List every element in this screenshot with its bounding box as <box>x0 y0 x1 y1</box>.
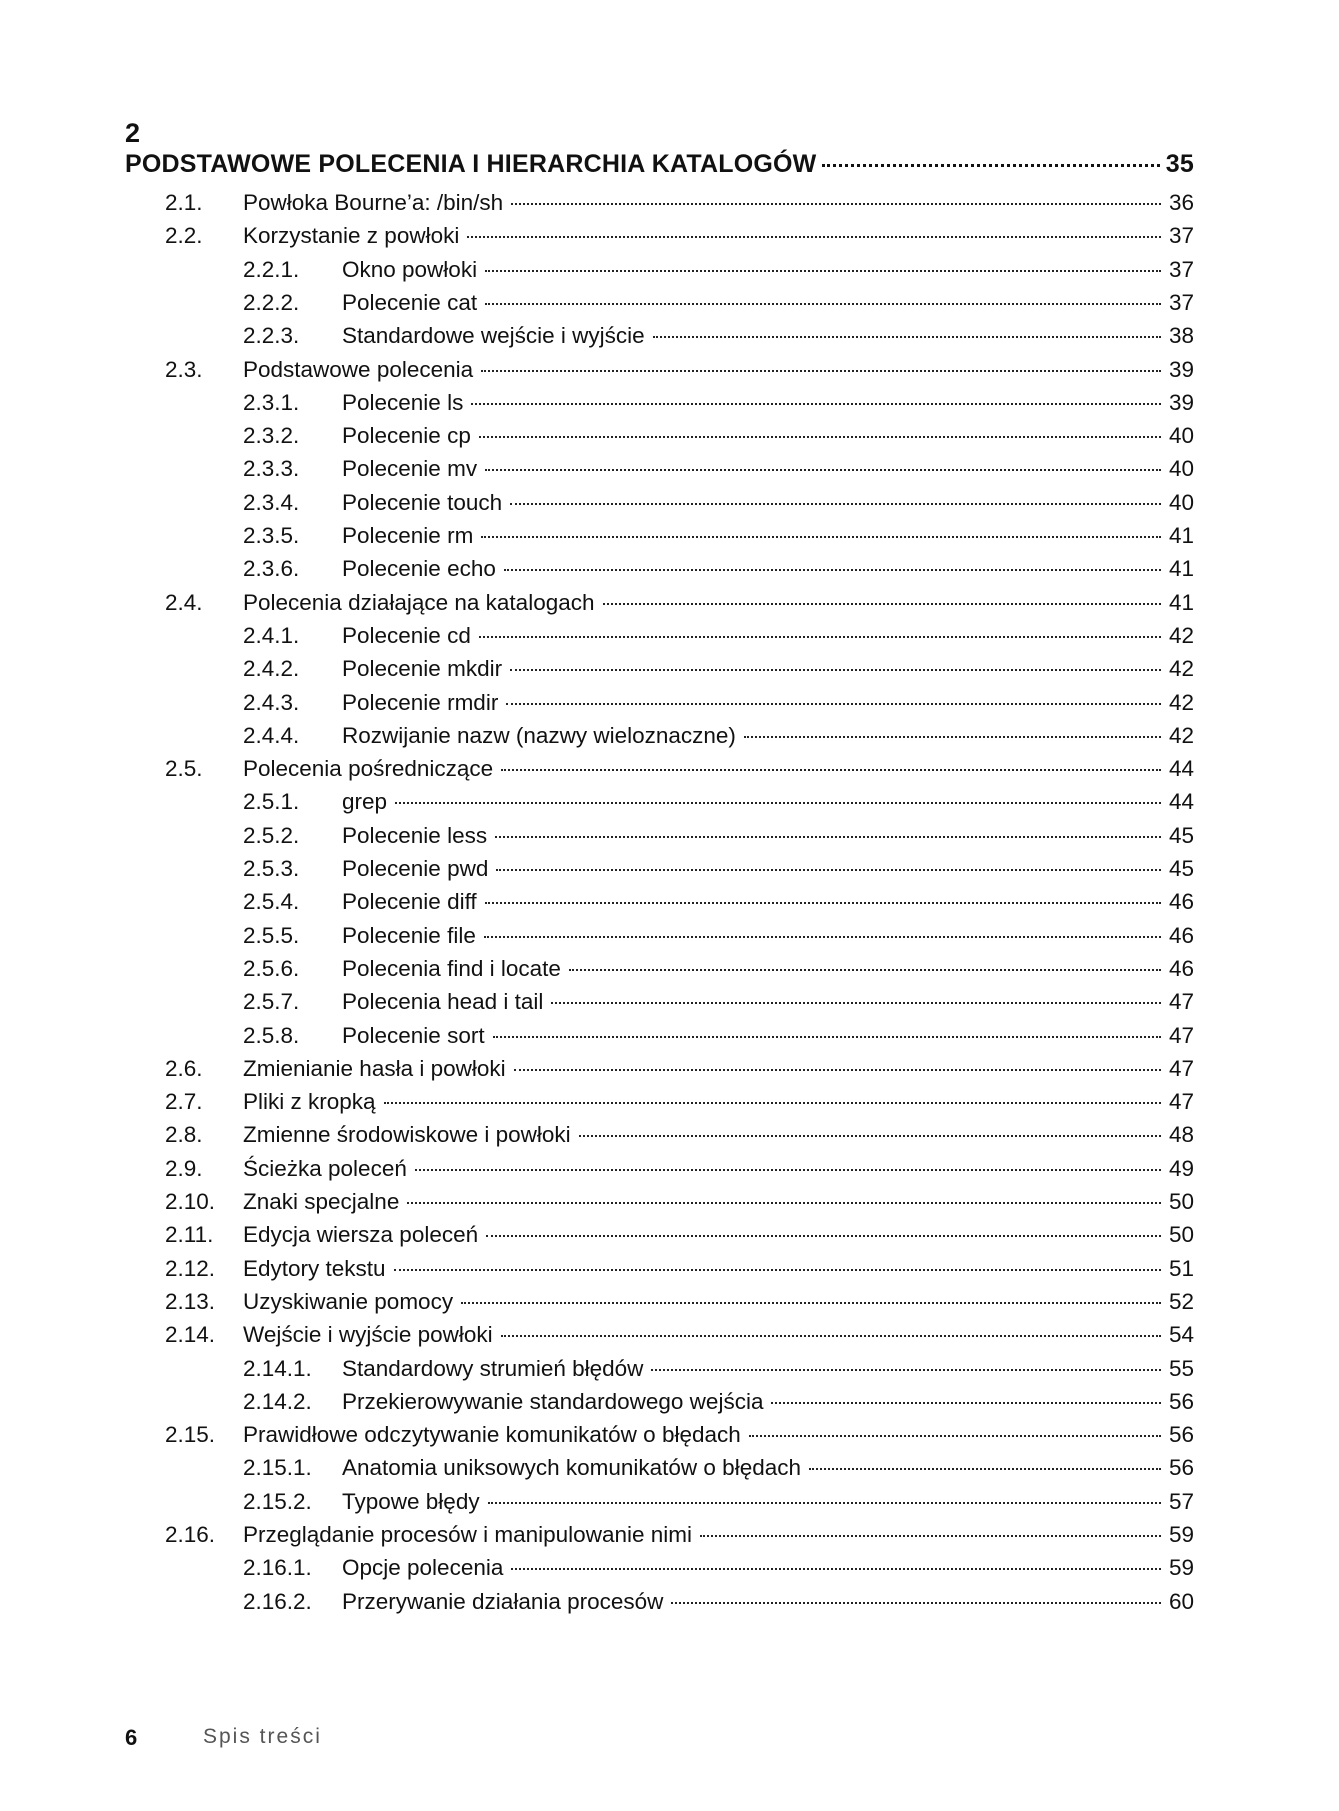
toc-entry <box>342 623 1194 649</box>
dot-leader <box>471 403 1161 405</box>
toc-entry-title: Polecenie echo <box>342 556 496 582</box>
dot-leader <box>749 1435 1161 1437</box>
toc-entry-title: Polecenie file <box>342 922 476 948</box>
toc-entry <box>342 323 1194 349</box>
chapter-heading <box>125 150 1194 186</box>
toc-entry-page: 38 <box>1168 323 1194 349</box>
toc-entry-title: Polecenie mkdir <box>342 656 503 682</box>
toc-entry-title: Polecenie cp <box>342 423 471 449</box>
dot-leader <box>501 769 1161 771</box>
toc-entry-page: 60 <box>1168 1588 1194 1614</box>
toc-row <box>0 989 1339 1022</box>
toc-entry <box>342 789 1194 815</box>
toc-row <box>0 1222 1339 1255</box>
dot-leader <box>496 869 1161 871</box>
dot-leader <box>651 1369 1161 1371</box>
dot-leader <box>485 270 1161 272</box>
toc-entry-number: 2.8. <box>165 1122 203 1148</box>
toc-entry-page: 55 <box>1168 1355 1194 1381</box>
toc-entry <box>342 1589 1194 1615</box>
toc-entry <box>342 257 1194 283</box>
toc-entry-title: Okno powłoki <box>342 256 478 282</box>
toc-entry-number: 2.14.2. <box>243 1388 312 1414</box>
dot-leader <box>744 736 1161 738</box>
toc-row <box>0 590 1339 623</box>
toc-entry-page: 41 <box>1168 523 1194 548</box>
dot-leader <box>511 1568 1161 1570</box>
dot-leader <box>809 1468 1161 1470</box>
toc-entry-number: 2.5.7. <box>243 989 300 1015</box>
toc-entry <box>243 1156 1194 1182</box>
toc-row <box>0 323 1339 356</box>
toc-row <box>0 1056 1339 1089</box>
toc-entry <box>342 456 1194 482</box>
dot-leader <box>486 1235 1161 1237</box>
toc-entry <box>342 989 1194 1015</box>
toc-entry-number: 2.5.3. <box>243 856 300 881</box>
toc-entry-title: grep <box>342 789 388 815</box>
toc-entry-title: Wejście i wyjście powłoki <box>243 1322 493 1348</box>
toc-entry-title: Polecenie rmdir <box>342 689 499 715</box>
toc-row <box>0 423 1339 456</box>
toc-entry-title: Przekierowywanie standardowego wejścia <box>342 1388 764 1414</box>
toc-entry <box>243 357 1194 383</box>
toc-entry-number: 2.5.1. <box>243 789 300 815</box>
toc-entry-number: 2.16.2. <box>243 1588 312 1614</box>
dot-leader <box>504 569 1161 571</box>
toc-entry-page: 42 <box>1168 656 1194 682</box>
toc-entry-page: 39 <box>1168 389 1194 415</box>
toc-entry-number: 2.9. <box>165 1155 203 1181</box>
toc-entry-page: 56 <box>1168 1388 1194 1414</box>
toc-row <box>0 923 1339 956</box>
toc-entry-number: 2.4.3. <box>243 689 300 715</box>
toc-row <box>0 1522 1339 1555</box>
toc-entry-page: 54 <box>1168 1322 1194 1348</box>
toc-row <box>0 1589 1339 1622</box>
toc-entry-number: 2.2.3. <box>243 323 300 349</box>
dot-leader <box>700 1535 1161 1537</box>
toc-entry-page: 52 <box>1168 1288 1194 1314</box>
toc-entry-page: 59 <box>1168 1555 1194 1581</box>
toc-entry <box>243 1522 1194 1548</box>
dot-leader <box>461 1302 1161 1304</box>
toc-row <box>0 1322 1339 1355</box>
toc-entry-number: 2.5.6. <box>243 955 300 981</box>
toc-entry <box>243 1189 1194 1215</box>
toc-entry-number: 2.10. <box>165 1189 216 1214</box>
toc-row <box>0 223 1339 256</box>
toc-entry-number: 2.5.4. <box>243 889 300 915</box>
toc-entry-page: 46 <box>1168 922 1194 948</box>
toc-entry-title: Polecenie touch <box>342 489 503 515</box>
toc-entry-number: 2.4. <box>165 589 203 615</box>
dot-leader <box>822 164 1159 167</box>
toc-row <box>0 390 1339 423</box>
toc-row <box>0 1089 1339 1122</box>
toc-row <box>0 1256 1339 1289</box>
dot-leader <box>495 836 1161 838</box>
toc-entry <box>342 523 1194 549</box>
toc-entry-page: 50 <box>1168 1222 1194 1248</box>
toc-row <box>0 656 1339 689</box>
toc-row <box>0 190 1339 223</box>
toc-entry-page: 47 <box>1168 1089 1194 1115</box>
dot-leader <box>467 236 1161 238</box>
toc-entry-title: Pliki z kropką <box>243 1089 376 1115</box>
toc-entry-number: 2.16. <box>165 1522 216 1547</box>
toc-entry-title: Standardowy strumień błędów <box>342 1355 644 1381</box>
toc-entry-number: 2.1. <box>165 190 203 215</box>
toc-entry-page: 42 <box>1168 622 1194 648</box>
dot-leader <box>653 336 1161 338</box>
toc-entry-title: Polecenie cd <box>342 622 471 648</box>
toc-entry <box>342 889 1194 915</box>
dot-leader <box>485 902 1161 904</box>
toc-row <box>0 756 1339 789</box>
dot-leader <box>510 503 1161 505</box>
dot-leader <box>514 1069 1161 1071</box>
toc-entry-number: 2.13. <box>165 1288 216 1314</box>
dot-leader <box>407 1202 1161 1204</box>
toc-entry-title: Polecenia find i locate <box>342 955 561 981</box>
toc-row <box>0 1389 1339 1422</box>
toc-row <box>0 1455 1339 1488</box>
toc-entry-number: 2.3.5. <box>243 523 300 548</box>
toc-entry <box>342 1455 1194 1481</box>
toc-entry-title: Polecenia head i tail <box>342 989 544 1015</box>
toc-entry-page: 40 <box>1168 489 1194 515</box>
toc-row <box>0 1189 1339 1222</box>
toc-row <box>0 690 1339 723</box>
toc-entry-number: 2.14.1. <box>243 1355 312 1381</box>
toc-entry <box>342 656 1194 682</box>
toc-entry <box>243 1089 1194 1115</box>
toc-row <box>0 1555 1339 1588</box>
dot-leader <box>485 303 1161 305</box>
toc-entry-page: 56 <box>1168 1455 1194 1481</box>
toc-entry-number: 2.3.2. <box>243 423 300 449</box>
toc-row <box>0 889 1339 922</box>
toc-row <box>0 1023 1339 1056</box>
toc-row <box>0 456 1339 489</box>
toc-row <box>0 556 1339 589</box>
toc-entry <box>342 923 1194 949</box>
toc-entry-number: 2.12. <box>165 1255 216 1281</box>
toc-entry-number: 2.2.1. <box>243 256 300 282</box>
toc-entry-title: Uzyskiwanie pomocy <box>243 1288 454 1314</box>
toc-entry-title: Typowe błędy <box>342 1488 480 1514</box>
toc-entry-title: Zmienianie hasła i powłoki <box>243 1055 506 1081</box>
toc-entry <box>243 223 1194 249</box>
toc-entry <box>243 756 1194 782</box>
toc-entry-number: 2.4.1. <box>243 622 300 648</box>
toc-row <box>0 956 1339 989</box>
toc-row <box>0 1156 1339 1189</box>
dot-leader <box>771 1402 1161 1404</box>
toc-entry-page: 47 <box>1168 1022 1194 1048</box>
toc-row <box>0 1422 1339 1455</box>
toc-entry-page: 39 <box>1168 356 1194 382</box>
toc-entry-page: 40 <box>1168 423 1194 449</box>
toc-row <box>0 1489 1339 1522</box>
toc-entry-page: 45 <box>1168 856 1194 881</box>
dot-leader <box>569 969 1161 971</box>
toc-entry-title: Prawidłowe odczytywanie komunikatów o błędach <box>243 1422 741 1448</box>
toc-entry <box>243 1322 1194 1348</box>
dot-leader <box>603 603 1161 605</box>
toc-entry-page: 45 <box>1168 822 1194 848</box>
toc-entry-title: Polecenie cat <box>342 289 478 315</box>
toc-row <box>0 723 1339 756</box>
toc-row <box>0 1356 1339 1389</box>
toc-entry <box>342 423 1194 449</box>
toc-entry <box>342 1023 1194 1049</box>
toc-entry-title: Polecenia działające na katalogach <box>243 589 595 615</box>
toc-entry-page: 51 <box>1168 1255 1194 1281</box>
toc-entry <box>243 1289 1194 1315</box>
toc-entry <box>342 956 1194 982</box>
toc-row <box>0 490 1339 523</box>
toc-entry-page: 47 <box>1168 1055 1194 1081</box>
toc-entry-title: Przerywanie działania procesów <box>342 1588 664 1614</box>
toc-entry-title: Polecenie less <box>342 822 488 848</box>
dot-leader <box>484 936 1161 938</box>
toc-entry-title: Polecenia pośredniczące <box>243 756 494 782</box>
chapter-title: PODSTAWOWE POLECENIA I HIERARCHIA KATALOGÓW <box>125 150 817 178</box>
toc-entry-number: 2.7. <box>165 1089 203 1115</box>
toc-entry-page: 37 <box>1168 256 1194 282</box>
toc-entry-number: 2.6. <box>165 1055 203 1081</box>
chapter-number: 2 <box>125 118 141 148</box>
dot-leader <box>394 1269 1161 1271</box>
dot-leader <box>479 636 1161 638</box>
toc-entry-page: 40 <box>1168 456 1194 482</box>
dot-leader <box>488 1502 1161 1504</box>
toc-entry <box>342 723 1194 749</box>
toc-entry <box>243 1256 1194 1282</box>
toc-entry-number: 2.3.4. <box>243 489 300 515</box>
toc-entry-number: 2.5.2. <box>243 822 300 848</box>
toc-entry-number: 2.2. <box>165 223 203 249</box>
toc-entry-title: Powłoka Bourne’a: /bin/sh <box>243 190 504 215</box>
toc-entry-number: 2.3.6. <box>243 556 300 582</box>
toc-entry-page: 41 <box>1168 589 1194 615</box>
toc-entry-page: 57 <box>1168 1488 1194 1514</box>
dot-leader <box>506 703 1161 705</box>
toc-entry-number: 2.3. <box>165 356 203 382</box>
dot-leader <box>481 370 1161 372</box>
toc-entry-page: 41 <box>1168 556 1194 582</box>
toc-entry-title: Polecenie pwd <box>342 856 489 881</box>
toc-entry-title: Polecenie sort <box>342 1022 485 1048</box>
dot-leader <box>551 1002 1161 1004</box>
toc-entry-number: 2.2.2. <box>243 289 300 315</box>
toc-entry <box>342 290 1194 316</box>
footer-section-title: Spis treści <box>203 1725 322 1748</box>
toc-entry-page: 59 <box>1168 1522 1194 1547</box>
toc-entry <box>243 1122 1194 1148</box>
toc-row <box>0 257 1339 290</box>
toc-entry-page: 37 <box>1168 289 1194 315</box>
toc-entry <box>342 1489 1194 1515</box>
toc-entry <box>243 190 1194 216</box>
toc-entry <box>342 390 1194 416</box>
toc-entry <box>342 690 1194 716</box>
toc-row <box>0 623 1339 656</box>
toc-entry-page: 37 <box>1168 223 1194 249</box>
dot-leader <box>493 1036 1161 1038</box>
toc-entry-title: Korzystanie z powłoki <box>243 223 460 249</box>
toc-row <box>0 1122 1339 1155</box>
toc-entry-title: Anatomia uniksowych komunikatów o błędach <box>342 1455 801 1481</box>
toc-entry-title: Zmienne środowiskowe i powłoki <box>243 1122 571 1148</box>
dot-leader <box>384 1102 1161 1104</box>
toc-entry <box>342 1389 1194 1415</box>
toc-row <box>0 856 1339 889</box>
toc-entry-title: Standardowe wejście i wyjście <box>342 323 645 349</box>
toc-row <box>0 823 1339 856</box>
toc-entry-number: 2.5.8. <box>243 1022 300 1048</box>
dot-leader <box>579 1135 1161 1137</box>
toc-entry-page: 48 <box>1168 1122 1194 1148</box>
toc-entry <box>243 1422 1194 1448</box>
dot-leader <box>415 1169 1161 1171</box>
toc-entry-page: 46 <box>1168 955 1194 981</box>
dot-leader <box>485 469 1161 471</box>
dot-leader <box>481 536 1161 538</box>
toc-entry-title: Rozwijanie nazw (nazwy wieloznaczne) <box>342 722 736 748</box>
toc-entry-number: 2.3.1. <box>243 389 300 415</box>
toc-entry <box>243 590 1194 616</box>
toc-entry-title: Przeglądanie procesów i manipulowanie nimi <box>243 1522 692 1547</box>
toc-row <box>0 290 1339 323</box>
toc-row <box>0 357 1339 390</box>
toc-entry-number: 2.5.5. <box>243 922 300 948</box>
toc-entry-number: 2.15.1. <box>243 1455 312 1481</box>
dot-leader <box>479 436 1161 438</box>
dot-leader <box>395 802 1161 804</box>
toc-entry-number: 2.15.2. <box>243 1488 312 1514</box>
toc-entry-title: Polecenie rm <box>342 523 474 548</box>
toc-entry-page: 44 <box>1168 789 1194 815</box>
toc-entry-title: Polecenie diff <box>342 889 477 915</box>
toc-entry-number: 2.4.4. <box>243 722 300 748</box>
toc-entry-page: 36 <box>1168 190 1194 215</box>
footer-page-number: 6 <box>125 1725 138 1750</box>
toc-entry-title: Opcje polecenia <box>342 1555 504 1581</box>
toc-entry-page: 42 <box>1168 722 1194 748</box>
toc-entry-title: Znaki specjalne <box>243 1189 400 1214</box>
toc-entry-page: 44 <box>1168 756 1194 782</box>
toc-entry <box>342 1356 1194 1382</box>
chapter-page: 35 <box>1165 150 1194 178</box>
toc-row <box>0 1289 1339 1322</box>
toc-entry <box>243 1056 1194 1082</box>
toc-entry <box>342 823 1194 849</box>
toc-entry-page: 46 <box>1168 889 1194 915</box>
toc-entry-page: 49 <box>1168 1155 1194 1181</box>
toc-entry-page: 42 <box>1168 689 1194 715</box>
toc-entry <box>342 856 1194 882</box>
toc-entry-title: Edytory tekstu <box>243 1255 386 1281</box>
dot-leader <box>501 1335 1161 1337</box>
toc-entry-number: 2.15. <box>165 1422 216 1448</box>
toc-entry-page: 56 <box>1168 1422 1194 1448</box>
toc-entry-title: Polecenie mv <box>342 456 478 482</box>
toc-entry <box>243 1222 1194 1248</box>
dot-leader <box>511 203 1161 205</box>
toc-entry-title: Podstawowe polecenia <box>243 356 474 382</box>
toc-entry-number: 2.16.1. <box>243 1555 312 1581</box>
toc-row <box>0 789 1339 822</box>
toc-row <box>0 523 1339 556</box>
toc-entry-title: Edycja wiersza poleceń <box>243 1222 479 1248</box>
toc-entry-number: 2.4.2. <box>243 656 300 682</box>
toc-entry-number: 2.3.3. <box>243 456 300 482</box>
dot-leader <box>671 1602 1161 1604</box>
toc-entry <box>342 556 1194 582</box>
toc-entry-number: 2.5. <box>165 756 203 782</box>
toc-entry-number: 2.14. <box>165 1322 216 1348</box>
dot-leader <box>510 669 1161 671</box>
toc-entry-number: 2.11. <box>165 1222 214 1248</box>
toc-entry-title: Polecenie ls <box>342 389 464 415</box>
toc-entry-page: 47 <box>1168 989 1194 1015</box>
toc-entry-page: 50 <box>1168 1189 1194 1214</box>
toc-entry-title: Ścieżka poleceń <box>243 1155 407 1181</box>
toc-entry <box>342 490 1194 516</box>
toc-entry <box>342 1555 1194 1581</box>
